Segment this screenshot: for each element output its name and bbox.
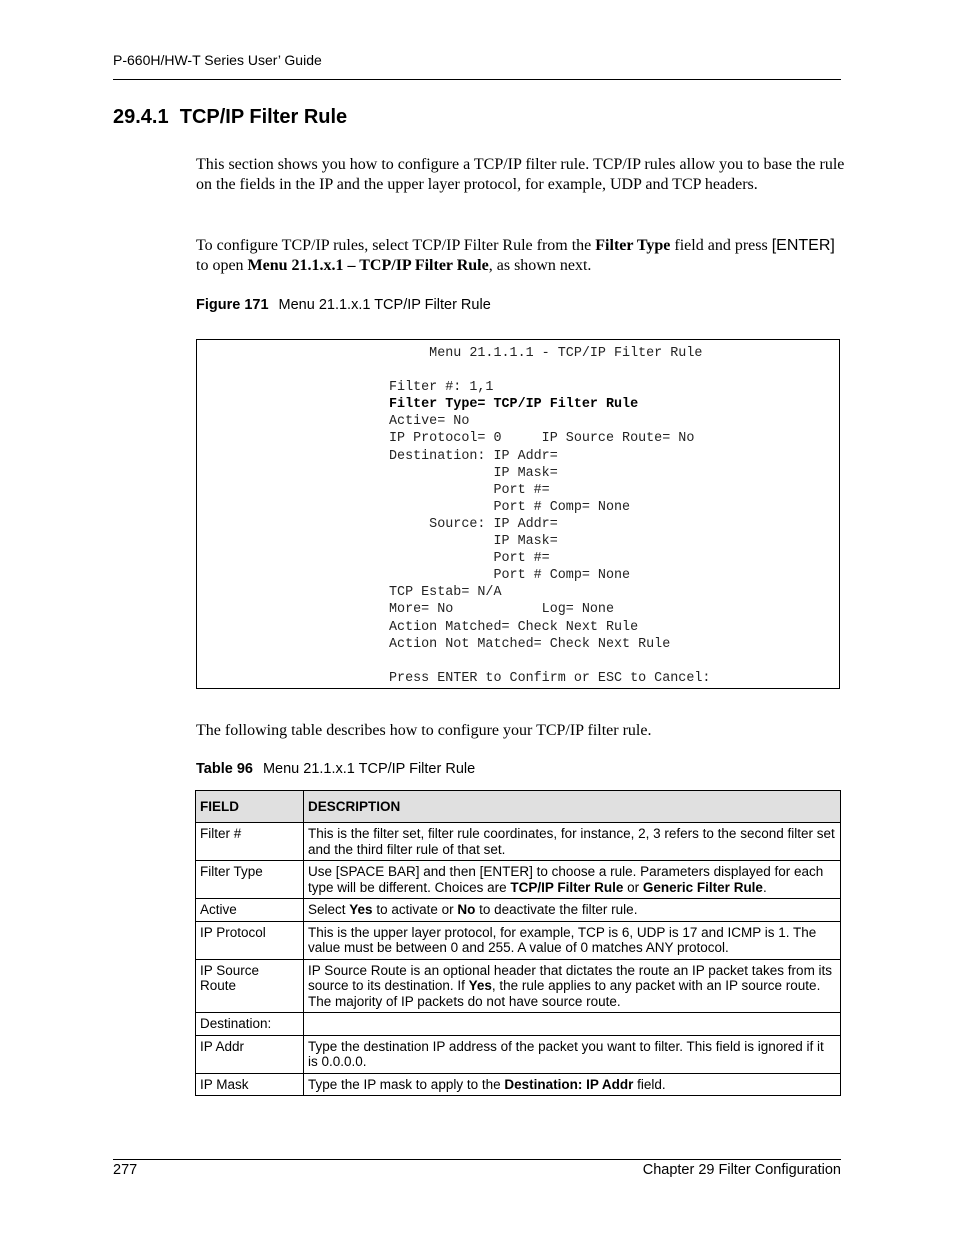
terminal-line: TCP Estab= N/A	[389, 585, 502, 601]
field-description-table	[195, 790, 841, 1096]
description-bold-text: Destination: IP Addr	[504, 1076, 634, 1092]
terminal-lines	[389, 345, 710, 687]
intro-bold-text: Filter Type	[595, 237, 671, 254]
description-cell	[304, 1073, 841, 1096]
description-bold-text: TCP/IP Filter Rule	[510, 879, 624, 895]
table-row	[196, 823, 841, 861]
field-cell: IP Source Route	[196, 959, 304, 1013]
terminal-line: More= No Log= None	[389, 602, 614, 618]
description-text: Use [SPACE BAR] and then [ENTER] to choose a rule. Parameters displayed for each type will be different. Choices are	[308, 864, 824, 895]
terminal-line: Press ENTER to Confirm or ESC to Cancel:	[389, 670, 711, 686]
table-label: Table 96	[196, 761, 253, 777]
terminal-line: IP Mask=	[389, 534, 558, 550]
intro-paragraph-1: This section shows you how to configure a TCP/IP filter rule. TCP/IP rules allow you to base the rule on the fields in the IP and the upper layer protocol, for example, UDP and TCP headers.	[196, 156, 845, 193]
header-field: FIELD	[196, 791, 304, 823]
field-cell: Destination:	[196, 1013, 304, 1036]
table-row	[196, 921, 841, 959]
terminal-line: Destination: IP Addr=	[389, 448, 558, 464]
section-number: 29.4.1	[113, 106, 169, 128]
footer-divider	[113, 1159, 841, 1160]
table-row	[196, 861, 841, 899]
terminal-line: Action Matched= Check Next Rule	[389, 619, 639, 635]
field-cell: Active	[196, 899, 304, 922]
description-bold-text: Generic Filter Rule	[642, 879, 763, 895]
figure-title: Menu 21.1.x.1 TCP/IP Filter Rule	[278, 297, 491, 313]
description-bold-text: Yes	[468, 978, 492, 993]
description-text: to deactivate the filter rule.	[475, 902, 638, 917]
table-row	[196, 899, 841, 922]
description-text: , the rule applies to any packet with an IP source route. The majority of IP packets do not have source route.	[308, 978, 821, 1009]
description-text: .	[762, 879, 767, 895]
intro-text: field and press	[670, 237, 772, 254]
terminal-line: Menu 21.1.1.1 - TCP/IP Filter Rule	[389, 346, 703, 361]
description-cell	[304, 1035, 841, 1073]
description-cell	[304, 959, 841, 1013]
description-text: IP Source Route is an optional header that dictates the route an IP packet takes from its source to its destination. If	[308, 962, 833, 993]
description-text: This is the filter set, filter rule coordinates, for instance, 2, 3 refers to the second filter set and the third filter rule of that set.	[308, 826, 835, 857]
description-text: Type the IP mask to apply to the	[308, 1076, 505, 1092]
description-cell	[304, 899, 841, 922]
intro-text: to open	[196, 257, 248, 274]
description-bold-text: Yes	[349, 902, 373, 917]
description-cell	[304, 861, 841, 899]
running-header-title: P-660H/HW-T Series User’ Guide	[113, 52, 322, 68]
table-row	[196, 959, 841, 1013]
terminal-line: Port # Comp= None	[389, 568, 631, 584]
terminal-line: Source: IP Addr=	[389, 516, 558, 532]
terminal-line: Port # Comp= None	[389, 499, 631, 515]
terminal-line: Filter Type= TCP/IP Filter Rule	[389, 397, 639, 413]
table-row	[196, 1013, 841, 1036]
intro-text: To configure TCP/IP rules, select TCP/IP Filter Rule from the	[196, 237, 596, 254]
terminal-line: Port #=	[389, 482, 550, 498]
description-cell	[304, 921, 841, 959]
figure-label: Figure 171	[196, 297, 269, 313]
chapter-title: Chapter 29 Filter Configuration	[642, 1162, 841, 1178]
terminal-line	[389, 362, 710, 379]
table-caption	[196, 761, 475, 777]
terminal-screen	[196, 339, 840, 689]
description-text: Select	[308, 902, 350, 917]
section-heading	[113, 106, 347, 129]
description-text: or	[623, 879, 643, 895]
intro-paragraph-2	[196, 236, 846, 276]
intro-text: , as shown next.	[488, 257, 592, 274]
header-divider	[113, 79, 841, 80]
field-cell: IP Mask	[196, 1073, 304, 1096]
description-text: field.	[633, 1076, 666, 1092]
description-text: This is the upper layer protocol, for example, TCP is 6, UDP is 17 and ICMP is 1. The value must be between 0 and 255. A value of 0 matches ANY protocol.	[308, 924, 817, 955]
table-header-row	[196, 791, 841, 823]
description-bold-text: No	[457, 902, 476, 917]
terminal-line: Filter #: 1,1	[389, 380, 494, 396]
table-title: Menu 21.1.x.1 TCP/IP Filter Rule	[262, 761, 476, 777]
field-cell: Filter #	[196, 823, 304, 861]
description-cell	[304, 823, 841, 861]
description-text: to activate or	[372, 902, 458, 917]
intro-key-text: [ENTER]	[771, 237, 835, 254]
field-cell: IP Protocol	[196, 921, 304, 959]
page-number: 277	[113, 1162, 138, 1178]
terminal-line: Action Not Matched= Check Next Rule	[389, 636, 671, 652]
table-row	[196, 1073, 841, 1096]
section-title: TCP/IP Filter Rule	[179, 106, 348, 128]
intro-bold-text: Menu 21.1.x.1 – TCP/IP Filter Rule	[247, 257, 489, 274]
terminal-line	[389, 653, 710, 670]
terminal-line: Active= No	[389, 414, 470, 430]
field-cell: Filter Type	[196, 861, 304, 899]
terminal-line: Port #=	[389, 551, 550, 567]
header-description: DESCRIPTION	[304, 791, 841, 823]
description-text: Type the destination IP address of the packet you want to filter. This field is ignored if it is 0.0.0.0.	[308, 1038, 824, 1069]
figure-caption	[196, 297, 491, 313]
table-row	[196, 1035, 841, 1073]
table-intro: The following table describes how to configure your TCP/IP filter rule.	[196, 722, 652, 739]
description-cell	[304, 1013, 841, 1036]
field-cell: IP Addr	[196, 1035, 304, 1073]
terminal-line: IP Protocol= 0 IP Source Route= No	[389, 431, 695, 447]
terminal-line: IP Mask=	[389, 465, 558, 481]
